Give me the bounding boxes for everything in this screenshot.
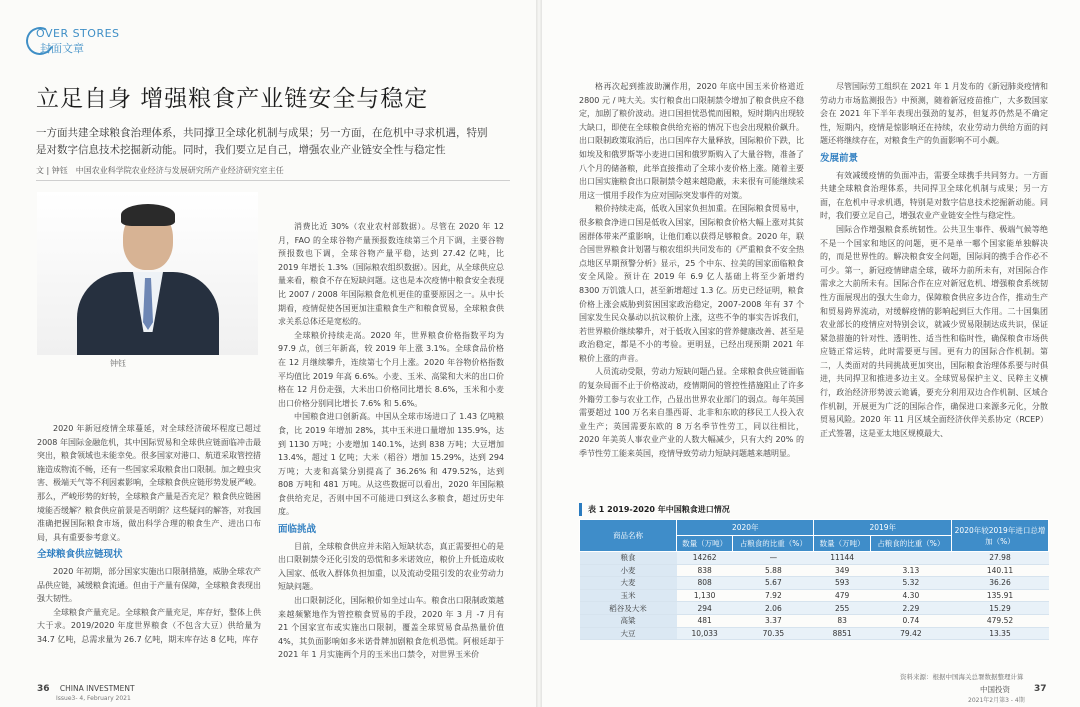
paragraph: 目前，全球粮食供应并未陷入短缺状态，真正需要担心的是出口限制禁令还化引发的恐慌和多米诺效应，粮价上升低造成收入国家、低收入群体负担加重，以及流动受阻引发的农业劳动力短缺问题。 xyxy=(278,541,504,592)
paragraph: 出口限制泛化，国际粮价如坐过山车。粮食出口限制政策越来越频繁地作为管控粮食贸易的手段，2020 年 3 月 -7 月有 21 个国家宣布或实施出口限制，覆盖全球贸易食品热量价值 4%，其负面影响如多米诺骨牌加剧粮食危机恐慌。阿根廷却于 2021 年 1 月实施两个月的玉米出口禁令，对世界玉米价 xyxy=(278,596,504,660)
paragraph: 国际合作增强粮食系统韧性。公共卫生事件、极端气候等绝不是一个国家和地区的问题，更不是单一哪个国家能单独解决的，而是世界性的。解决粮食安全问题，国际间的携手合作必不可少。第一，新冠疫情肆虐全球，破坏力前所未有，对国际合作需求之大前所未有。国际合作在应对新冠危机、增强粮食系统韧性方面展现出的强大生命力，保障粮食供应多边合作，推动生产和贸易跨界流动，对缓解疫情的影响起到巨大作用。二十国集团农业部长的疫情应对特别会议，就减少贸易限制达成共识，保证紧急措施的针对性、透明性、适当性和临时性，确保粮食市场供应链正常运转，此时需要更与国。更有力的国际合作机制。第二，人类面对的共同挑战更加突出，国际粮食治理体系要与时俱进，共同捍卫和推进多边主义。全球贸易保护主义、民粹主义横行，政治经济形势波云诡谲，要充分利用双边合作机制、区域合作机制，开展更为广泛的国际合作，确保进口来源多元化，分散贸易风险。2020 年 11 月区域全面经济伙伴关系协定（RCEP）正式签署，这是亚太地区规模最大、 xyxy=(820,224,1048,438)
paragraph: 全球粮食产量充足。全球粮食产量充足，库存好，整体上供大于求。2019/2020 年度世界粮食（不包含大豆）供给量为 34.7 亿吨，总需求量为 26.7 亿吨，期末库存达 8 亿吨，库存 xyxy=(37,607,261,644)
cell-name: 玉米 xyxy=(580,589,677,602)
table-row xyxy=(580,614,1049,627)
text-column-1 xyxy=(37,422,261,647)
cell-qty-2019: 83 xyxy=(814,614,870,627)
cell-share-2019: 79.42 xyxy=(870,627,951,640)
cell-qty-2019: 593 xyxy=(814,577,870,590)
cell-share-2020: 70.35 xyxy=(733,627,814,640)
table-row xyxy=(580,627,1049,640)
cell-growth: 13.35 xyxy=(952,627,1049,640)
paragraph: 粮价持续走高，低收入国家负担加重。在国际粮食贸易中，很多粮食净进口国是低收入国家，国际粮食价格大幅上涨对其贫困群体带来严重影响，让他们难以获得足够粮食。2020 年，联合国世界粮食计划署与粮农组织共同发布的《严重粮食不安全热点地区早期预警分析》显示，25 个中东、拉美的国家面临粮食安全风险。预计在 2019 年 6.9 亿人基础上将至少新增约 8300 万饥饿人口，甚至新增超过 1.3 亿。历史已经证明，粮食价格上涨会威胁到贫困国家政治稳定，2007-2008 年有 37 个国家发生民众暴动以抗议粮价上涨，这些不争的事实告诉我们，若世界粮价继续攀升，对于低收入国家的营养健康改善、甚至是政治稳定，都是不小的考验。更明显，已经出现预期 2021 年粮价上涨的声音。 xyxy=(579,204,804,363)
article-byline: 文 | 钟钰 中国农业科学院农业经济与发展研究所产业经济研究室主任 xyxy=(36,166,284,175)
cell-share-2020: 5.67 xyxy=(733,577,814,590)
cell-qty-2020: 294 xyxy=(677,602,733,615)
page-number-right: 37 xyxy=(1034,684,1047,694)
paragraph: 中国粮食进口创新高。中国从全球市场进口了 1.43 亿吨粮食，比 2019 年增加 28%，其中玉米进口量增加 135.9%，达到 1130 万吨；小麦增加 140.1%，达到 838 万吨；大豆增加 13.4%，超过 1 亿吨；大米（稻谷）增加 15.29%，达到 294 万吨；大麦和高粱分别提高了 36.26% 和 479.52%，达到 808 万吨和 481 万吨。从这些数据可以看出，2020 年国际粮食供给充足，否则中国不可能进口到这么多粮食，超过历史年度。 xyxy=(278,412,504,517)
cell-qty-2020: 808 xyxy=(677,577,733,590)
header-divider xyxy=(36,180,510,181)
header-commodity: 商品名称 xyxy=(580,520,677,552)
cell-name: 小麦 xyxy=(580,564,677,577)
cell-qty-2020: 10,033 xyxy=(677,627,733,640)
header-qty-2020: 数量（万吨） xyxy=(677,536,733,552)
text-column-2 xyxy=(278,220,504,662)
header-growth: 2020年较2019年进口总增加（%） xyxy=(952,520,1049,552)
cell-share-2020: 2.06 xyxy=(733,602,814,615)
cell-growth: 479.52 xyxy=(952,614,1049,627)
photo-caption: 钟钰 xyxy=(110,359,126,368)
section-heading: 全球粮食供应链现状 xyxy=(37,549,123,561)
paragraph: 有效减缓疫情的负面冲击，需要全球携手共同努力。一方面共建全球粮食治理体系，共同捍卫全球化机制与成果；另一方面，在危机中寻求机遇，特别是对数字信息技术挖掘新动能。同时，我们要立足自己，增强农业产业链安全性与稳定性。 xyxy=(820,170,1048,221)
cell-qty-2019: 8851 xyxy=(814,627,870,640)
header-qty-2019: 数量（万吨） xyxy=(814,536,870,552)
cell-name: 高粱 xyxy=(580,614,677,627)
cell-name: 粮食 xyxy=(580,552,677,565)
table-row xyxy=(580,577,1049,590)
cell-qty-2020: 838 xyxy=(677,564,733,577)
cell-qty-2019: 349 xyxy=(814,564,870,577)
page-gutter xyxy=(536,0,542,707)
photo-hair xyxy=(121,204,175,226)
issue-info-left: Issue3- 4, February 2021 xyxy=(56,695,131,702)
table-source-note: 资料来源：根据中国海关总署数据整理计算 xyxy=(900,673,1024,681)
cell-share-2019: 4.30 xyxy=(870,589,951,602)
table-row xyxy=(580,552,1049,565)
cell-qty-2020: 14262 xyxy=(677,552,733,565)
cell-share-2020: 5.88 xyxy=(733,564,814,577)
article-title: 立足自身 增强粮食产业链安全与稳定 xyxy=(36,86,429,112)
section-name-en: OVER STORES xyxy=(36,27,120,40)
cell-qty-2019: 479 xyxy=(814,589,870,602)
data-table xyxy=(579,519,1049,640)
cell-share-2020: 3.37 xyxy=(733,614,814,627)
table-title: 表 1 2019-2020 年中国粮食进口情况 xyxy=(579,503,1049,516)
cell-share-2019: 3.13 xyxy=(870,564,951,577)
cell-share-2019: 2.29 xyxy=(870,602,951,615)
header-share-2019: 占粮食的比重（%） xyxy=(870,536,951,552)
header-share-2020: 占粮食的比重（%） xyxy=(733,536,814,552)
cell-growth: 135.91 xyxy=(952,589,1049,602)
cell-name: 大豆 xyxy=(580,627,677,640)
paragraph: 尽管国际劳工组织在 2021 年 1 月发布的《新冠肺炎疫情和劳动力市场监测报告》中预测，随着新冠疫苗推广，大多数国家会在 2021 年下半年表现出强劲的复苏，但复苏仍然是不确定性，短期内，疫情是惊影响还在持续，农业劳动力供给方面的问题还将继续存在，对粮食生产的负面影响不可小觑。 xyxy=(820,82,1048,146)
paragraph: 全球粮价持续走高。2020 年，世界粮食价格指数平均为 97.9 点，创三年新高，较 2019 年上涨 3.1%。全球食品价格在 12 月继续攀升，连续第七个月上涨。2020 年谷物价格指数平均值比 2019 年高 6.6%。小麦、玉米、高粱和大米的出口价格在 12 月份走强，大米出口价格同比增长 8.6%，玉米和小麦出口价格分别同比增长 7.6% 和 5.6%。 xyxy=(278,330,504,408)
cell-growth: 27.98 xyxy=(952,552,1049,565)
header-2019: 2019年 xyxy=(814,520,952,536)
text-column-3 xyxy=(579,80,804,461)
cell-qty-2020: 481 xyxy=(677,614,733,627)
cell-growth: 140.11 xyxy=(952,564,1049,577)
section-name-cn: 封面文章 xyxy=(40,42,84,55)
cell-growth: 15.29 xyxy=(952,602,1049,615)
cell-share-2019: 0.74 xyxy=(870,614,951,627)
paragraph: 人员流动受限，劳动力短缺问题凸显。全球粮食供应链面临的复杂局面不止于价格波动，疫情期间的管控性措施阻止了许多外籍劳工参与农业工作，凸显出世界农业部门的弱点。每年英国需要超过 100 万名来自墨西哥、北非和东欧的移民工人投入农业生产；英国需要东欧的 8 万名季节性劳工，同以往相比，2020 年美英人事农业产业的人数大幅减少，只有大约 20% 的季节性劳工能来英国，疫情导致劳动力短缺问题越来越明显。 xyxy=(579,367,804,459)
table-row xyxy=(580,602,1049,615)
text-column-4 xyxy=(820,80,1048,440)
section-heading: 发展前景 xyxy=(820,152,859,164)
left-footer xyxy=(37,684,135,694)
cell-name: 大麦 xyxy=(580,577,677,590)
section-heading: 面临挑战 xyxy=(278,524,317,536)
article-lead: 一方面共建全球粮食治理体系，共同撑卫全球化机制与成果；另一方面，在危机中寻求机遇，特别是对数字信息技术挖掘新动能。同时，我们要立足自己，增强农业产业链安全性与稳定性 xyxy=(36,127,488,156)
cell-qty-2019: 11144 xyxy=(814,552,870,565)
author-photo xyxy=(37,192,258,355)
cell-share-2020: — xyxy=(733,552,814,565)
issue-info-right: 2021年2月第3 - 4期 xyxy=(968,697,1025,704)
table-row xyxy=(580,564,1049,577)
page-number-left: 36 xyxy=(37,684,50,694)
cell-share-2019: 5.32 xyxy=(870,577,951,590)
cell-growth: 36.26 xyxy=(952,577,1049,590)
cell-qty-2019: 255 xyxy=(814,602,870,615)
paragraph: 2020 年新冠疫情全球蔓延，对全球经济破坏程度已超过 2008 年国际金融危机，其中国际贸易和全球供应链面临冲击最突出，粮食领域也未能幸免。很多国家对港口、航道采取管控措施造成物流不畅，还有一些国家采取粮食出口限制。加之蝗虫灾害、极端天气等不利因素影响，全球粮食供应链形势发展严峻。那么，严峻形势的好转，全球粮食产量是否充足？粮食供应链困境能否缓解？粮食供应前景是否明朗？这些疑问的解答，对我国准确把握国际粮食市场，做出科学合理的粮食生产、进出口布局，具有重要参考意义。 xyxy=(37,424,261,542)
magazine-name-cn: 中国投资 xyxy=(980,685,1010,694)
table-row xyxy=(580,589,1049,602)
magazine-name-en: CHINA INVESTMENT xyxy=(59,684,135,693)
cell-name: 稻谷及大米 xyxy=(580,602,677,615)
header-2020: 2020年 xyxy=(677,520,814,536)
paragraph: 2020 年初期，部分国家实施出口限制措施，威胁全球农产品供应链，减缓粮食流通。但由于产量有保障，全球粮食表现出强大韧性。 xyxy=(37,566,261,604)
cell-share-2020: 7.92 xyxy=(733,589,814,602)
paragraph: 格再次起到推波助澜作用，2020 年底中国玉米价格道近 2800 元 / 吨大关。实行粮食出口限制禁令增加了粮食供应不稳定，加剧了粮价波动。进口国担忧恐慌而囤粮，短时期内出现较大缺口，即使在全球粮食供给充裕的情况下也会出现粮价飙升。出口限制政策取消后，出口国库存大量释放，国际粮价下跌，比如埃及和俄罗斯等小麦进口国和俄罗斯购入了大量谷物，准备了八个月的储备粮，此举直接推动了全球小麦价格上涨。随着主要出口国实施粮食出口限制禁令越来越隐蔽，未来很有可能继续采用这一惯用手段作为应对国际突发事件的对策。 xyxy=(579,82,804,200)
cell-share-2019 xyxy=(870,552,951,565)
cell-qty-2020: 1,130 xyxy=(677,589,733,602)
paragraph: 消费比近 30%（农业农村部数据）。尽管在 2020 年 12 月，FAO 的全球谷物产量预报数连续第三个月下调，主要谷物预报数也下调，全球谷物产量平稳，达到 27.42 亿吨，比 2019 年增长 1.3%（国际粮农组织数据）。因此，从全球供应总量来看，粮食不存在短缺问题。这也是本次疫情中粮食安全表现比 2007 / 2008 年国际粮食危机更佳的重要原因之一。从中长期看，疫情促使各国更加注重粮食生产和粮食贸易，全球粮食供求关系总体还是宽松的。 xyxy=(278,222,504,327)
section-logo xyxy=(26,26,120,56)
grain-import-table xyxy=(579,503,1049,640)
